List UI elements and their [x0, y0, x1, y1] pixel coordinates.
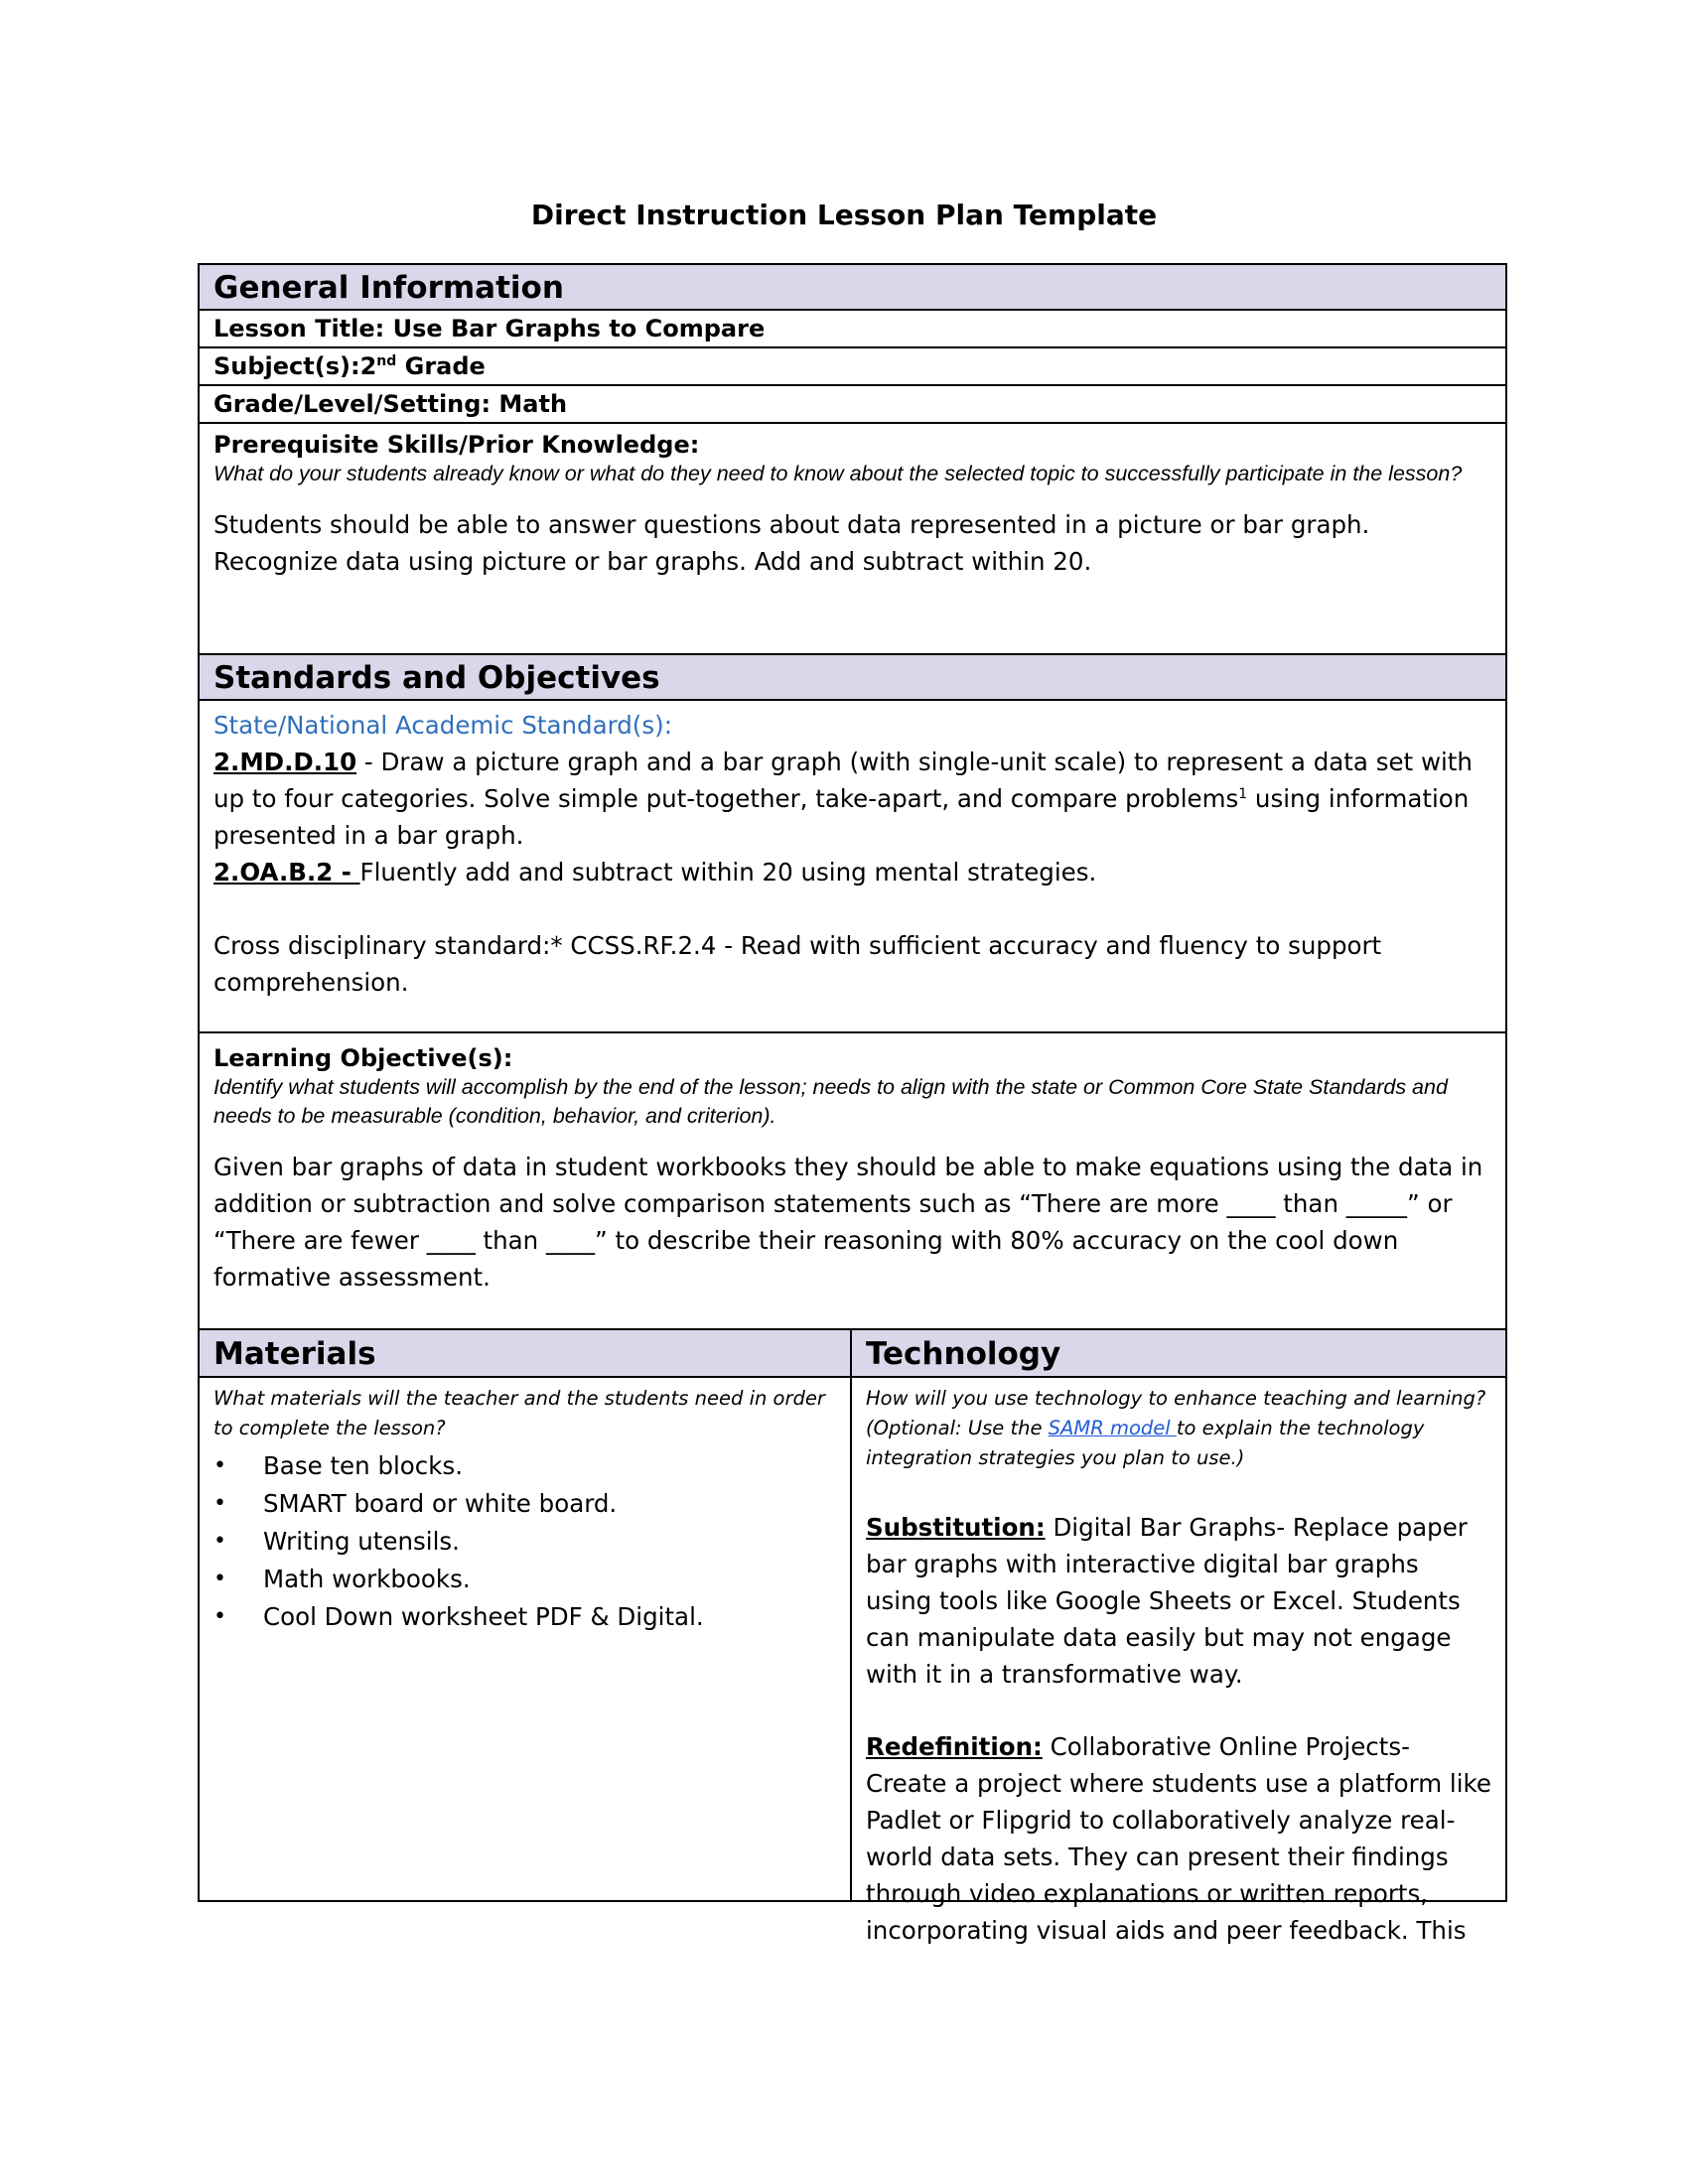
- prerequisite-body: Students should be able to answer questions about data represented in a picture or bar graph. Recognize data using picture or bar graphs. Add and subtract within 20.: [213, 510, 1370, 576]
- technology-heading: Technology: [852, 1330, 1505, 1378]
- redefinition-label: Redefinition:: [866, 1732, 1043, 1761]
- subject-suffix: Grade: [396, 352, 486, 380]
- prerequisite-label: Prerequisite Skills/Prior Knowledge:: [213, 431, 700, 459]
- materials-heading: Materials: [200, 1330, 850, 1378]
- objective-hint: Identify what students will accomplish by the end of the lesson; needs to align with the state or Common Core State Standards and needs to be measurable (condition, behavior, and criterion).: [213, 1075, 1448, 1128]
- redefinition-paragraph: Redefinition: Collaborative Online Projects- Create a project where students use a platform like Padlet or Flipgrid to collaboratively analyze real-world data sets. They can present their findings through video explanations or written reports, incorporating visual aids and peer feedback. This: [866, 1732, 1491, 1945]
- materials-column: [200, 1330, 852, 1900]
- objective-body: Given bar graphs of data in student workbooks they should be able to make equations using the data in addition or subtraction and solve comparison statements such as “There are more ____ than _____” or “There are fewer ____ than ____” to describe their reasoning with 80% accuracy on the cool down formative assessment.: [213, 1153, 1483, 1292]
- list-item: • Math workbooks.: [213, 1561, 836, 1598]
- page-title: Direct Instruction Lesson Plan Template: [530, 199, 1158, 231]
- technology-hint: How will you use technology to enhance teaching and learning? (Optional: Use the SAMR model to explain the technology integration strategies you plan to use.): [866, 1387, 1486, 1469]
- list-item: • Cool Down worksheet PDF & Digital.: [213, 1598, 836, 1636]
- list-item: • SMART board or white board.: [213, 1485, 836, 1523]
- grade-level-row: Grade/Level/Setting: Math: [200, 386, 1505, 424]
- materials-technology-row: [200, 1330, 1505, 1945]
- standards-objectives-heading: Standards and Objectives: [200, 655, 1505, 701]
- substitution-paragraph: Substitution: Digital Bar Graphs- Replace paper bar graphs with interactive digital bar graphs using tools like Google Sheets or Excel. Students can manipulate data easily but may not engage with it in a transformative way.: [866, 1513, 1468, 1689]
- subject-prefix: Subject(s):2: [213, 352, 377, 380]
- materials-list: [213, 1447, 836, 1636]
- standard-1-text-b: using information presented in a bar graph.: [213, 784, 1470, 850]
- subject-row: [200, 348, 1505, 386]
- objectives-cell: [200, 1033, 1505, 1330]
- standard-1-footnote: 1: [1238, 785, 1248, 802]
- standard-2-code: 2.OA.B.2 -: [213, 858, 360, 887]
- list-item: • Base ten blocks.: [213, 1447, 836, 1485]
- substitution-label: Substitution:: [866, 1513, 1046, 1542]
- subject-ordinal: nd: [376, 353, 397, 369]
- prerequisite-hint: What do your students already know or what do they need to know about the selected topic to successfully participate in the lesson?: [213, 462, 1463, 485]
- standard-2-text: Fluently add and subtract within 20 using mental strategies.: [359, 858, 1097, 887]
- cross-disciplinary-standard: Cross disciplinary standard:* CCSS.RF.2.4 - Read with sufficient accuracy and fluency to support comprehension.: [213, 931, 1382, 997]
- standard-1-code: 2.MD.D.10: [213, 748, 357, 776]
- standard-2: [213, 854, 1491, 890]
- technology-column: [852, 1330, 1505, 1945]
- samr-model-link[interactable]: SAMR model: [1048, 1417, 1177, 1439]
- general-information-heading: General Information: [200, 265, 1505, 311]
- lesson-title-row: Lesson Title: Use Bar Graphs to Compare: [200, 311, 1505, 348]
- bullet-icon: •: [213, 1567, 226, 1591]
- standard-1: [213, 744, 1491, 854]
- bullet-icon: •: [213, 1604, 226, 1629]
- bullet-icon: •: [213, 1491, 226, 1516]
- standards-cell: [200, 701, 1505, 1033]
- standard-label: State/National Academic Standard(s):: [213, 711, 672, 740]
- lesson-plan-table: [198, 263, 1507, 1945]
- objective-label: Learning Objective(s):: [213, 1044, 513, 1072]
- materials-hint: What materials will the teacher and the students need in order to complete the lesson?: [213, 1387, 825, 1439]
- bullet-icon: •: [213, 1529, 226, 1554]
- standard-1-text-a: - Draw a picture graph and a bar graph (with single-unit scale) to represent a data set with up to four categories. Solve simple put-together, take-apart, and compare problems: [213, 748, 1473, 813]
- list-item: • Writing utensils.: [213, 1523, 836, 1561]
- prerequisite-cell: [200, 424, 1505, 655]
- bullet-icon: •: [213, 1453, 226, 1478]
